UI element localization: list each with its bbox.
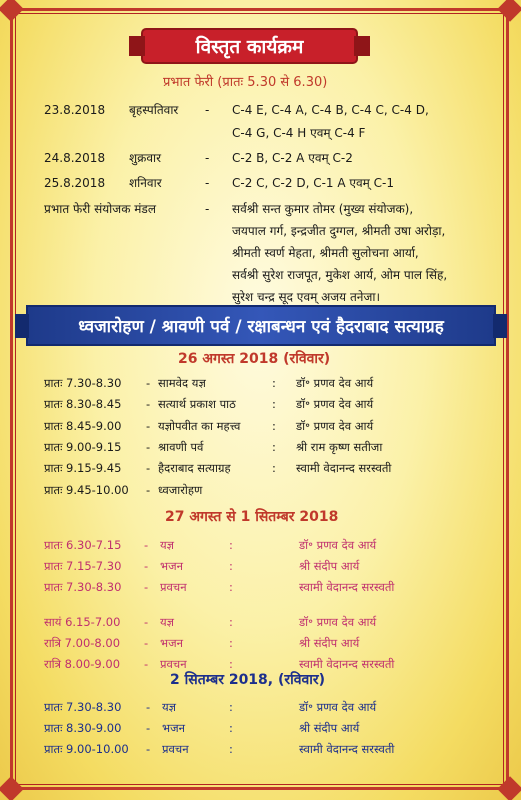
speaker-name: श्री संदीप आर्य [299, 559, 360, 573]
time-slot: प्रातः 7.15-7.30 [44, 559, 122, 573]
speaker-name: श्री संदीप आर्य [299, 721, 360, 735]
schedule-row [44, 461, 484, 481]
colon-separator: : [272, 439, 276, 454]
schedule-row [44, 721, 484, 741]
day-label: शनिवार [129, 176, 162, 190]
day-label: शुक्रवार [129, 151, 162, 165]
sector-list: C-2 B, C-2 A एवम् C-2 [232, 151, 353, 165]
day2-heading: 27 अगस्त से 1 सितम्बर 2018 [165, 509, 339, 525]
time-slot: प्रातः 7.30-8.30 [44, 376, 122, 390]
schedule-row [44, 376, 484, 396]
corner-ornament-icon [0, 776, 24, 800]
time-slot: प्रातः 8.30-9.00 [44, 721, 122, 735]
speaker-name: डॉ॰ प्रणव देव आर्य [299, 700, 377, 714]
dash-separator: - [144, 636, 149, 650]
time-slot: प्रातः 9.00-9.15 [44, 439, 122, 454]
schedule-row [44, 397, 484, 417]
speaker-name: स्वामी वेदानन्द सरस्वती [296, 461, 392, 476]
date-label: 24.8.2018 [44, 151, 106, 165]
speaker-name: डॉ॰ प्रणव देव आर्य [299, 615, 377, 629]
event-name: सामवेद यज्ञ [158, 376, 206, 390]
time-slot: प्रातः 6.30-7.15 [44, 538, 122, 552]
day3-heading: 2 सितम्बर 2018, (रविवार) [170, 672, 326, 688]
event-name: यज्ञ [160, 538, 175, 552]
time-slot: प्रातः 9.15-9.45 [44, 461, 122, 476]
schedule-row [44, 615, 484, 635]
colon-separator: : [229, 580, 233, 594]
event-name: यज्ञोपवीत का महत्त्व [158, 418, 241, 433]
speaker-name: श्री संदीप आर्य [299, 636, 360, 650]
sector-list: C-2 C, C-2 D, C-1 A एवम् C-1 [232, 176, 395, 190]
time-slot: रात्रि 7.00-8.00 [44, 636, 121, 650]
day-label: बृहस्पतिवार [129, 103, 179, 117]
day1-heading: 26 अगस्त 2018 (रविवार) [178, 351, 331, 367]
dash-separator: - [144, 657, 149, 671]
corner-ornament-icon [497, 0, 521, 22]
dash-separator: - [146, 721, 151, 735]
committee-member-line: सुरेश चन्द्र सूद एवम् अजय तनेजा। [232, 290, 381, 304]
schedule-row [44, 440, 484, 460]
colon-separator: : [272, 376, 276, 390]
dash-separator: - [146, 376, 151, 390]
dash-separator: - [144, 615, 149, 629]
event-name: सत्यार्थ प्रकाश पाठ [158, 397, 236, 412]
dash-separator: - [144, 538, 149, 552]
dash-separator: - [205, 202, 210, 216]
page-title: विस्तृत कार्यक्रम [143, 30, 356, 62]
colon-separator: : [229, 657, 233, 671]
speaker-name: श्री राम कृष्ण सतीजा [296, 439, 383, 454]
speaker-name: डॉ॰ प्रणव देव आर्य [296, 376, 374, 390]
date-label: 23.8.2018 [44, 103, 106, 117]
dash-separator: - [144, 580, 149, 594]
committee-member-line: सर्वश्री सुरेश राजपूत, मुकेश आर्य, ओम पाल सिंह, [232, 268, 448, 282]
event-name: भजन [160, 559, 183, 573]
colon-separator: : [229, 700, 233, 714]
corner-ornament-icon [0, 0, 24, 22]
schedule-row [44, 636, 484, 656]
colon-separator: : [229, 538, 233, 552]
schedule-row [44, 580, 484, 600]
speaker-name: स्वामी वेदानन्द सरस्वती [299, 580, 395, 594]
event-name: प्रवचन [160, 580, 187, 594]
colon-separator: : [229, 721, 233, 735]
dash-separator: - [146, 439, 151, 454]
section-banner: ध्वजारोहण / श्रावणी पर्व / रक्षाबन्धन एवं हैदराबाद सत्याग्रह [28, 307, 494, 344]
time-slot: प्रातः 8.45-9.00 [44, 418, 122, 433]
colon-separator: : [272, 397, 276, 412]
schedule-row [44, 559, 484, 579]
dash-separator: - [146, 482, 151, 497]
committee-member-line: श्रीमती स्वर्ण मेहता, श्रीमती सुलोचना आर्या, [232, 246, 419, 260]
speaker-name: डॉ॰ प्रणव देव आर्य [296, 418, 374, 433]
corner-ornament-icon [497, 776, 521, 800]
dash-separator: - [205, 176, 210, 190]
event-name: भजन [162, 721, 185, 735]
event-name: श्रावणी पर्व [158, 439, 204, 454]
event-name: यज्ञ [160, 615, 175, 629]
time-slot: प्रातः 9.00-10.00 [44, 742, 129, 756]
event-name: भजन [160, 636, 183, 650]
dash-separator: - [146, 461, 151, 476]
colon-separator: : [229, 615, 233, 629]
sector-list: C-4 E, C-4 A, C-4 B, C-4 C, C-4 D, [232, 103, 429, 117]
prabhat-heading: प्रभात फेरी (प्रातः 5.30 से 6.30) [163, 75, 328, 90]
schedule-row [44, 419, 484, 439]
event-name: हैदराबाद सत्याग्रह [158, 461, 231, 476]
sector-list: C-4 G, C-4 H एवम् C-4 F [232, 126, 366, 140]
speaker-name: डॉ॰ प्रणव देव आर्य [299, 538, 377, 552]
dash-separator: - [146, 700, 151, 714]
schedule-row [44, 700, 484, 720]
schedule-row [44, 483, 484, 503]
speaker-name: स्वामी वेदानन्द सरस्वती [299, 657, 395, 671]
dash-separator: - [205, 103, 210, 117]
time-slot: प्रातः 7.30-8.30 [44, 580, 122, 594]
time-slot: रात्रि 8.00-9.00 [44, 657, 121, 671]
time-slot: प्रातः 7.30-8.30 [44, 700, 122, 714]
dash-separator: - [205, 151, 210, 165]
event-name: प्रवचन [162, 742, 189, 756]
event-name: प्रवचन [160, 657, 187, 671]
colon-separator: : [229, 559, 233, 573]
event-name: ध्वजारोहण [158, 482, 203, 497]
colon-separator: : [272, 461, 276, 476]
committee-label: प्रभात फेरी संयोजक मंडल [44, 202, 156, 216]
speaker-name: डॉ॰ प्रणव देव आर्य [296, 397, 374, 412]
dash-separator: - [146, 418, 151, 433]
schedule-row [44, 742, 484, 762]
dash-separator: - [144, 559, 149, 573]
colon-separator: : [229, 742, 233, 756]
colon-separator: : [229, 636, 233, 650]
schedule-row [44, 538, 484, 558]
time-slot: सायं 6.15-7.00 [44, 615, 121, 629]
event-name: यज्ञ [162, 700, 177, 714]
committee-member-line: सर्वश्री सन्त कुमार तोमर (मुख्य संयोजक), [232, 202, 414, 216]
time-slot: प्रातः 8.30-8.45 [44, 397, 122, 412]
dash-separator: - [146, 397, 151, 412]
dash-separator: - [146, 742, 151, 756]
colon-separator: : [272, 418, 276, 433]
speaker-name: स्वामी वेदानन्द सरस्वती [299, 742, 395, 756]
committee-member-line: जयपाल गर्ग, इन्द्रजीत दुग्गल, श्रीमती उषा अरोड़ा, [232, 224, 446, 238]
time-slot: प्रातः 9.45-10.00 [44, 482, 129, 497]
date-label: 25.8.2018 [44, 176, 106, 190]
